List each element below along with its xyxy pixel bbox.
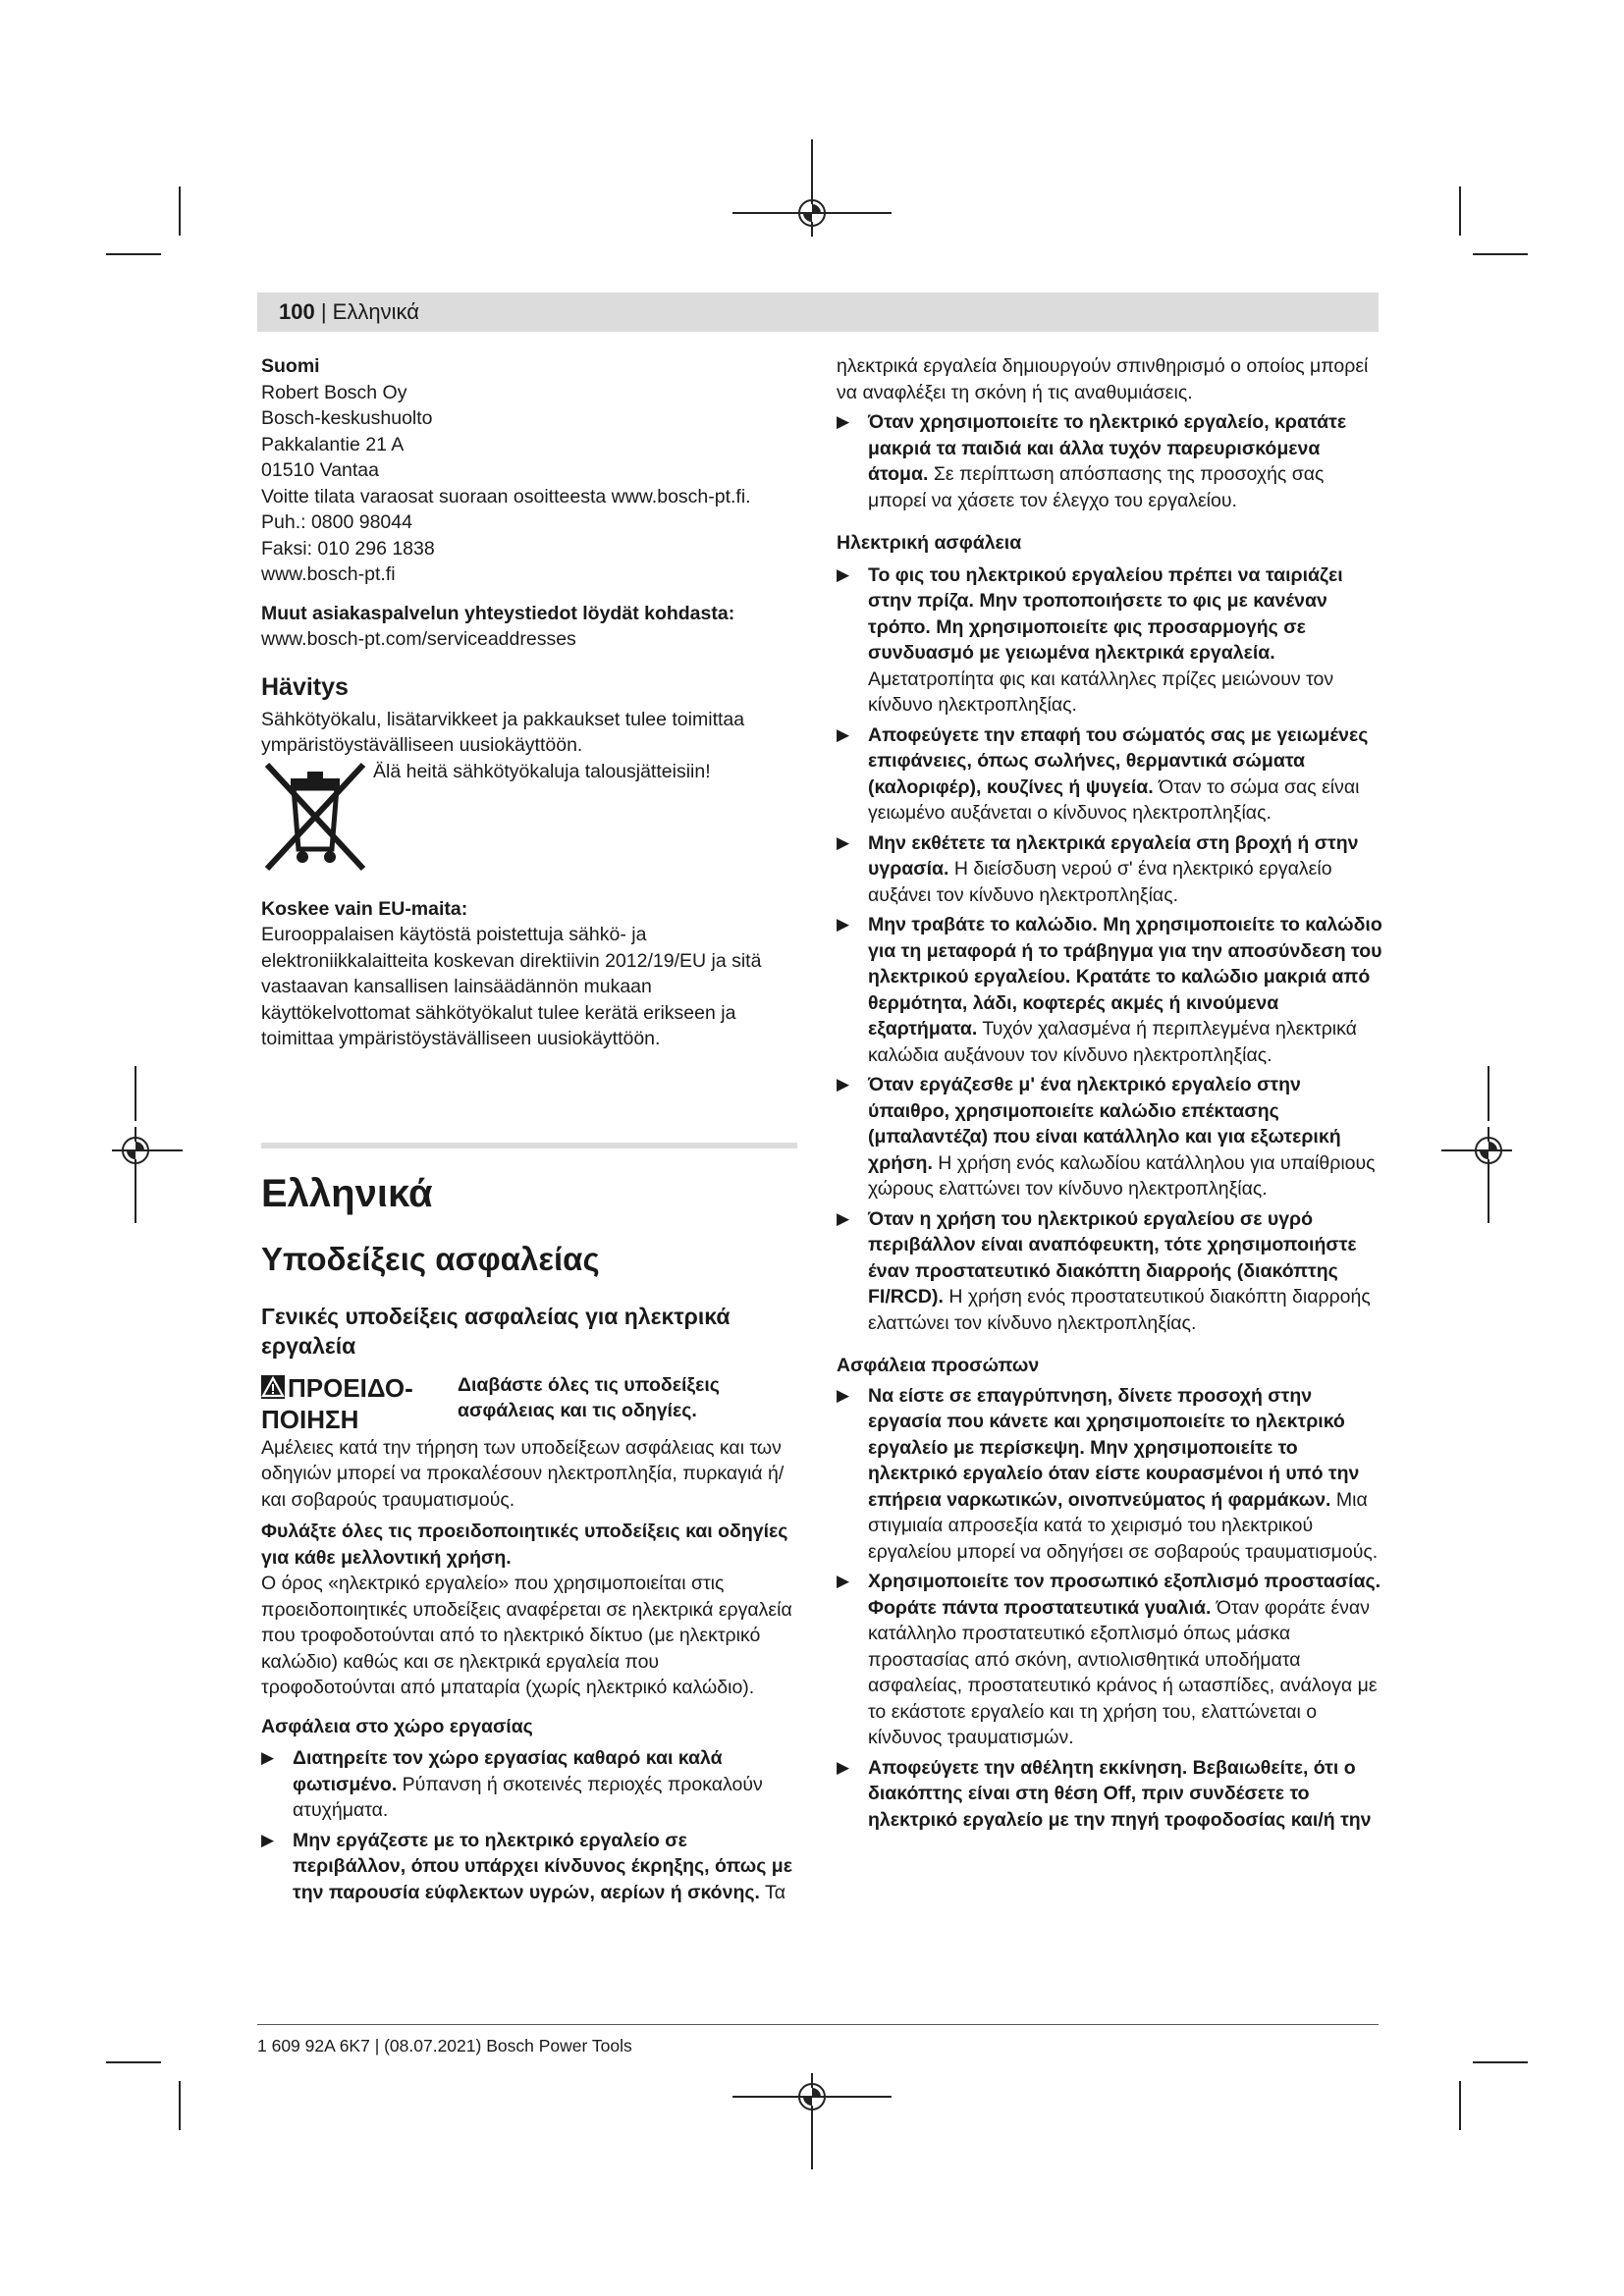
right-column xyxy=(837,353,1382,1837)
bullet-arrow-icon: ▶ xyxy=(261,1830,275,1849)
address-line: www.bosch-pt.fi xyxy=(261,563,396,585)
crop-mark xyxy=(1459,2081,1461,2130)
list-item-bold: Μην εργάζεστε με το ηλεκτρικό εργαλείο σε περιβάλλον, όπου υπάρχει κίνδυνος έκρηξης, όπως με την παρουσία εύφλεκτων υγρών, αερίων ή σκόνης. xyxy=(293,1829,792,1903)
workplace-heading: Ασφάλεια στο χώρο εργασίας xyxy=(261,1715,533,1737)
suomi-heading: Suomi xyxy=(261,355,320,377)
crop-mark xyxy=(811,2114,813,2169)
crop-mark xyxy=(106,253,161,255)
warning-triangle-icon xyxy=(261,1375,285,1399)
bullet-arrow-icon: ▶ xyxy=(837,832,850,852)
warning-label xyxy=(261,1372,458,1435)
crop-mark xyxy=(1441,1149,1471,1151)
list-item-bold: Όταν η χρήση του ηλεκτρικού εργαλείου σε υγρό περιβάλλον είναι αναπόφευκτη, τότε χρησιμοποιήστε έναν προστατευτικό διακόπτη διαρροής (διακόπτης FI/RCD). xyxy=(868,1207,1357,1308)
list-item-bold: Χρησιμοποιείτε τον προσωπικό εξοπλισμό προστασίας. Φοράτε πάντα προστατευτικά γυαλιά. xyxy=(868,1571,1381,1619)
list-item-bold: Μην τραβάτε το καλώδιο. Μη χρησιμοποιείτε το καλώδιο για τη μεταφορά ή το τράβηγμα για την αποσύνδεση του ηλεκτρικού εργαλείου. Κρατάτε το καλώδιο μακριά από θερμότητα, λάδι, κοφτερές ακμές ή κινούμενα εξαρτήματα. xyxy=(868,914,1382,1040)
list-item-text: Τυχόν χαλασμένα ή περιπλεγμένα ηλεκτρικά καλώδια αυξάνουν τον κίνδυνο ηλεκτροπληξίας. xyxy=(868,1018,1357,1066)
list-item xyxy=(837,912,1382,1068)
footer-divider xyxy=(257,2024,1379,2025)
crop-mark xyxy=(1473,253,1528,255)
bullet-arrow-icon: ▶ xyxy=(837,915,850,934)
electrical-safety-heading: Ηλεκτρική ασφάλεια xyxy=(837,532,1022,554)
crop-mark xyxy=(732,2096,795,2098)
crop-mark xyxy=(1488,1168,1489,1223)
crop-mark xyxy=(811,139,813,194)
crop-mark xyxy=(732,212,795,214)
list-item-text: Τα xyxy=(759,1881,786,1903)
bullet-arrow-icon: ▶ xyxy=(837,412,850,431)
page-header-text xyxy=(279,298,419,326)
warning-bold-text: Διαβάστε όλες τις υποδείξεις ασφάλειας και τις οδηγίες. xyxy=(458,1373,720,1421)
list-item xyxy=(837,1755,1382,1834)
crop-mark xyxy=(1473,2061,1528,2063)
bullet-arrow-icon: ▶ xyxy=(837,1757,850,1777)
list-item-bold: Διατηρείτε τον χώρο εργασίας καθαρό και καλά φωτισμένο. xyxy=(293,1747,723,1795)
list-item xyxy=(837,722,1382,827)
list-item-bold: Αποφεύγετε την επαφή του σώματός σας με γειωμένες επιφάνειες, όπως σωλήνες, θερμαντικά σώματα (καλοριφέρ), κουζίνες ή ψυγεία. xyxy=(868,723,1369,798)
list-item-bold: Αποφεύγετε την αθέλητη εκκίνηση. Βεβαιωθείτε, ότι ο διακόπτης είναι στη θέση Off, πριν συνδέσετε το ηλεκτρικό εργαλείο με την πηγή τροφοδοσίας και/ή την xyxy=(868,1756,1372,1831)
list-item-bold: Όταν χρησιμοποιείτε το ηλεκτρικό εργαλείο, κρατάτε μακριά τα παιδιά και άλλα τυχόν παρευρισκόμενα άτομα. xyxy=(868,411,1347,485)
address-line: Voitte tilata varaosat suoraan osoitteesta www.bosch-pt.fi. xyxy=(261,485,751,507)
bullet-arrow-icon: ▶ xyxy=(837,1572,850,1590)
warning-intro xyxy=(458,1372,797,1424)
registration-mark-icon xyxy=(798,2083,826,2110)
havitys-text: Sähkötyökalu, lisätarvikkeet ja pakkaukset tulee toimittaa ympäristöystävälliseen uusiokäyttöön. xyxy=(261,708,745,756)
crop-mark xyxy=(106,2061,161,2063)
crop-mark xyxy=(829,2096,892,2098)
keep-instructions-heading: Φυλάξτε όλες τις προειδοποιητικές υποδείξεις και οδηγίες για κάθε μελλοντική χρήση. xyxy=(261,1521,788,1569)
list-item xyxy=(837,1072,1382,1202)
eu-text: Eurooppalaisen käytöstä poistettuja sähkö- ja elektroniikkalaitteita koskevan direktiivin 2012/19/EU ja sitä vastaavan kansallisen lainsäädännön mukaan käyttökelvottomat sähkötyökalut tulee kerätä erikseen ja toimittaa ympäristöystävälliseen uusiokäyttöön. xyxy=(261,924,762,1049)
list-item xyxy=(837,409,1382,513)
crop-mark xyxy=(1488,1066,1489,1121)
list-item xyxy=(837,562,1382,719)
list-item-text: Αμετατροπίητα φις και κατάλληλες πρίζες μειώνουν τον κίνδυνο ηλεκτροπληξίας. xyxy=(868,667,1334,716)
header-language: Ελληνικά xyxy=(332,299,419,324)
bullet-arrow-icon: ▶ xyxy=(837,724,850,744)
personal-safety-heading: Ασφάλεια προσώπων xyxy=(837,1355,1040,1376)
crop-mark xyxy=(829,212,892,214)
eu-heading: Koskee vain EU-maita: xyxy=(261,897,468,920)
list-item-bold: Να είστε σε επαγρύπνηση, δίνετε προσοχή στην εργασία που κάνετε και χρησιμοποιείτε το ηλεκτρικό εργαλείο με περίσκεψη. Μην χρησιμοποιείτε το ηλεκτρικό εργαλείο όταν είστε κουρασμένοι ή υπό την επήρεια ναρκωτικών, οινοπνεύματος ή φαρμάκων. xyxy=(868,1384,1360,1511)
list-item-bold: Το φις του ηλεκτρικού εργαλείου πρέπει να ταιριάζει στην πρίζα. Μην τροποποιήσετε το φις με κανέναν τρόπο. Μη χρησιμοποιείτε φις προσαρμογής σε συνδυασμό με γειωμένα ηλεκτρικά εργαλεία. xyxy=(868,563,1343,664)
list-item xyxy=(261,1745,797,1824)
contacts-heading: Muut asiakaspalvelun yhteystiedot löydät kohdasta: xyxy=(261,602,735,624)
page-footer: 1 609 92A 6K7 | (08.07.2021) Bosch Power Tools xyxy=(257,2036,632,2056)
address-line: Bosch-keskushuolto xyxy=(261,407,433,429)
list-item-bold: Όταν εργάζεσθε μ' ένα ηλεκτρικό εργαλείο στην ύπαιθρο, χρησιμοποιείτε καλώδιο επέκτασης (μπαλαντέζα) που είναι κατάλληλο και για εξωτερική χρήση. xyxy=(868,1074,1341,1174)
bullet-arrow-icon: ▶ xyxy=(837,1208,850,1228)
page-header xyxy=(257,293,1379,332)
list-item-text: Μια στιγμιαία απροσεξία κατά το χειρισμό του ηλεκτρικού εργαλείου μπορεί να οδηγήσει σε σοβαρούς τραυματισμούς. xyxy=(868,1488,1379,1563)
crop-mark xyxy=(179,2081,181,2130)
warning-label-text: ΠΡΟΕΙΔΟ-ΠΟΙΗΣΗ xyxy=(261,1372,413,1434)
address-line: Robert Bosch Oy xyxy=(261,381,407,403)
crop-mark xyxy=(179,187,181,236)
list-item-text: Η χρήση ενός προστατευτικού διακόπτη διαρροής ελαττώνει τον κίνδυνο ηλεκτροπληξίας. xyxy=(868,1286,1371,1334)
header-separator: | xyxy=(314,299,333,324)
registration-mark-icon xyxy=(1475,1137,1502,1164)
bullet-arrow-icon: ▶ xyxy=(837,1385,850,1405)
registration-mark-icon xyxy=(122,1137,149,1164)
list-item xyxy=(837,1206,1382,1337)
address-line: 01510 Vantaa xyxy=(261,459,379,481)
crop-mark xyxy=(135,1168,136,1223)
bullet-arrow-icon: ▶ xyxy=(261,1748,275,1767)
list-item xyxy=(837,830,1382,909)
warning-text: Αμέλειες κατά την τήρηση των υποδείξεων ασφάλειας και των οδηγιών μπορεί να προκαλέσουν ηλεκτροπληξία, πυρκαγιά ή/και σοβαρούς τραυματισμούς. xyxy=(261,1436,785,1511)
list-item-bold: Μην εκθέτετε τα ηλεκτρικά εργαλεία στη βροχή ή στην υγρασία. xyxy=(868,831,1359,880)
term-definition-text: Ο όρος «ηλεκτρικό εργαλείο» που χρησιμοποιείται στις προειδοποιητικές υποδείξεις αναφέρεται σε ηλεκτρικά εργαλεία που τροφοδοτούνται από το ηλεκτρικό δίκτυο (με ηλεκτρικό καλώδιο) καθώς και σε ηλεκτρικά εργαλεία που τροφοδοτούνται από μπαταρία (χωρίς ηλεκτρικό καλώδιο). xyxy=(261,1573,792,1698)
greek-title: Ελληνικά xyxy=(261,1171,433,1215)
havitys-heading: Hävitys xyxy=(261,672,349,701)
address-line: Pakkalantie 21 A xyxy=(261,433,405,455)
bullet-arrow-icon: ▶ xyxy=(837,1075,850,1094)
page-number: 100 xyxy=(279,299,315,324)
list-item-text: Σε περίπτωση απόσπασης της προσοχής σας μπορεί να χάσετε τον έλεγχο του εργαλείου. xyxy=(868,463,1325,511)
crop-mark xyxy=(1459,187,1461,236)
crossed-bin-icon xyxy=(261,759,369,875)
crop-mark xyxy=(135,1066,136,1121)
section-divider xyxy=(261,1143,797,1148)
contacts-url: www.bosch-pt.com/serviceaddresses xyxy=(261,628,576,650)
list-item xyxy=(261,1828,797,1906)
weee-text: Älä heitä sähkötyökaluja talousjätteisiin! xyxy=(373,760,711,782)
list-item xyxy=(837,1383,1382,1566)
list-item-text: Όταν φοράτε έναν κατάλληλο προστατευτικό εξοπλισμό όπως μάσκα προστασίας από σκόνη, αντιολισθητικά υποδήματα ασφαλείας, προστατευτικό κράνος ή ωτασπίδες, ανάλογα με το εκάστοτε εργαλείο και τη χρήση του, ελαττώνεται ο κίνδυνος τραυματισμών. xyxy=(868,1596,1378,1748)
general-safety-heading: Γενικές υποδείξεις ασφαλείας για ηλεκτρικά εργαλεία xyxy=(261,1303,731,1359)
continued-text: ηλεκτρικά εργαλεία δημιουργούν σπινθηρισμό ο οποίος μπορεί να αναφλέξει τη σκόνη ή τις αναθυμιάσεις. xyxy=(837,355,1369,403)
warning-block xyxy=(261,1372,797,1435)
address-line: Faksi: 010 296 1838 xyxy=(261,537,435,560)
list-item-text: Όταν το σώμα σας είναι γειωμένο αυξάνεται ο κίνδυνος ηλεκτροπληξίας. xyxy=(868,775,1360,824)
list-item-text: Ρύπανση ή σκοτεινές περιοχές προκαλούν ατυχήματα. xyxy=(293,1773,763,1821)
safety-subtitle: Υποδείξεις ασφαλείας xyxy=(261,1240,600,1277)
address-line: Puh.: 0800 98044 xyxy=(261,511,412,533)
list-item-text: Η διείσδυση νερού σ' ένα ηλεκτρικό εργαλείο αυξάνει τον κίνδυνο ηλεκτροπληξίας. xyxy=(868,858,1332,906)
left-column xyxy=(261,353,797,1909)
registration-mark-icon xyxy=(798,199,826,227)
list-item-text: Η χρήση ενός καλωδίου κατάλληλου για υπαίθριους χώρους ελαττώνει τον κίνδυνο ηλεκτροπληξίας. xyxy=(868,1151,1376,1200)
list-item xyxy=(837,1569,1382,1751)
weee-block xyxy=(261,759,797,875)
bullet-arrow-icon: ▶ xyxy=(837,564,850,584)
crop-mark xyxy=(153,1149,183,1151)
